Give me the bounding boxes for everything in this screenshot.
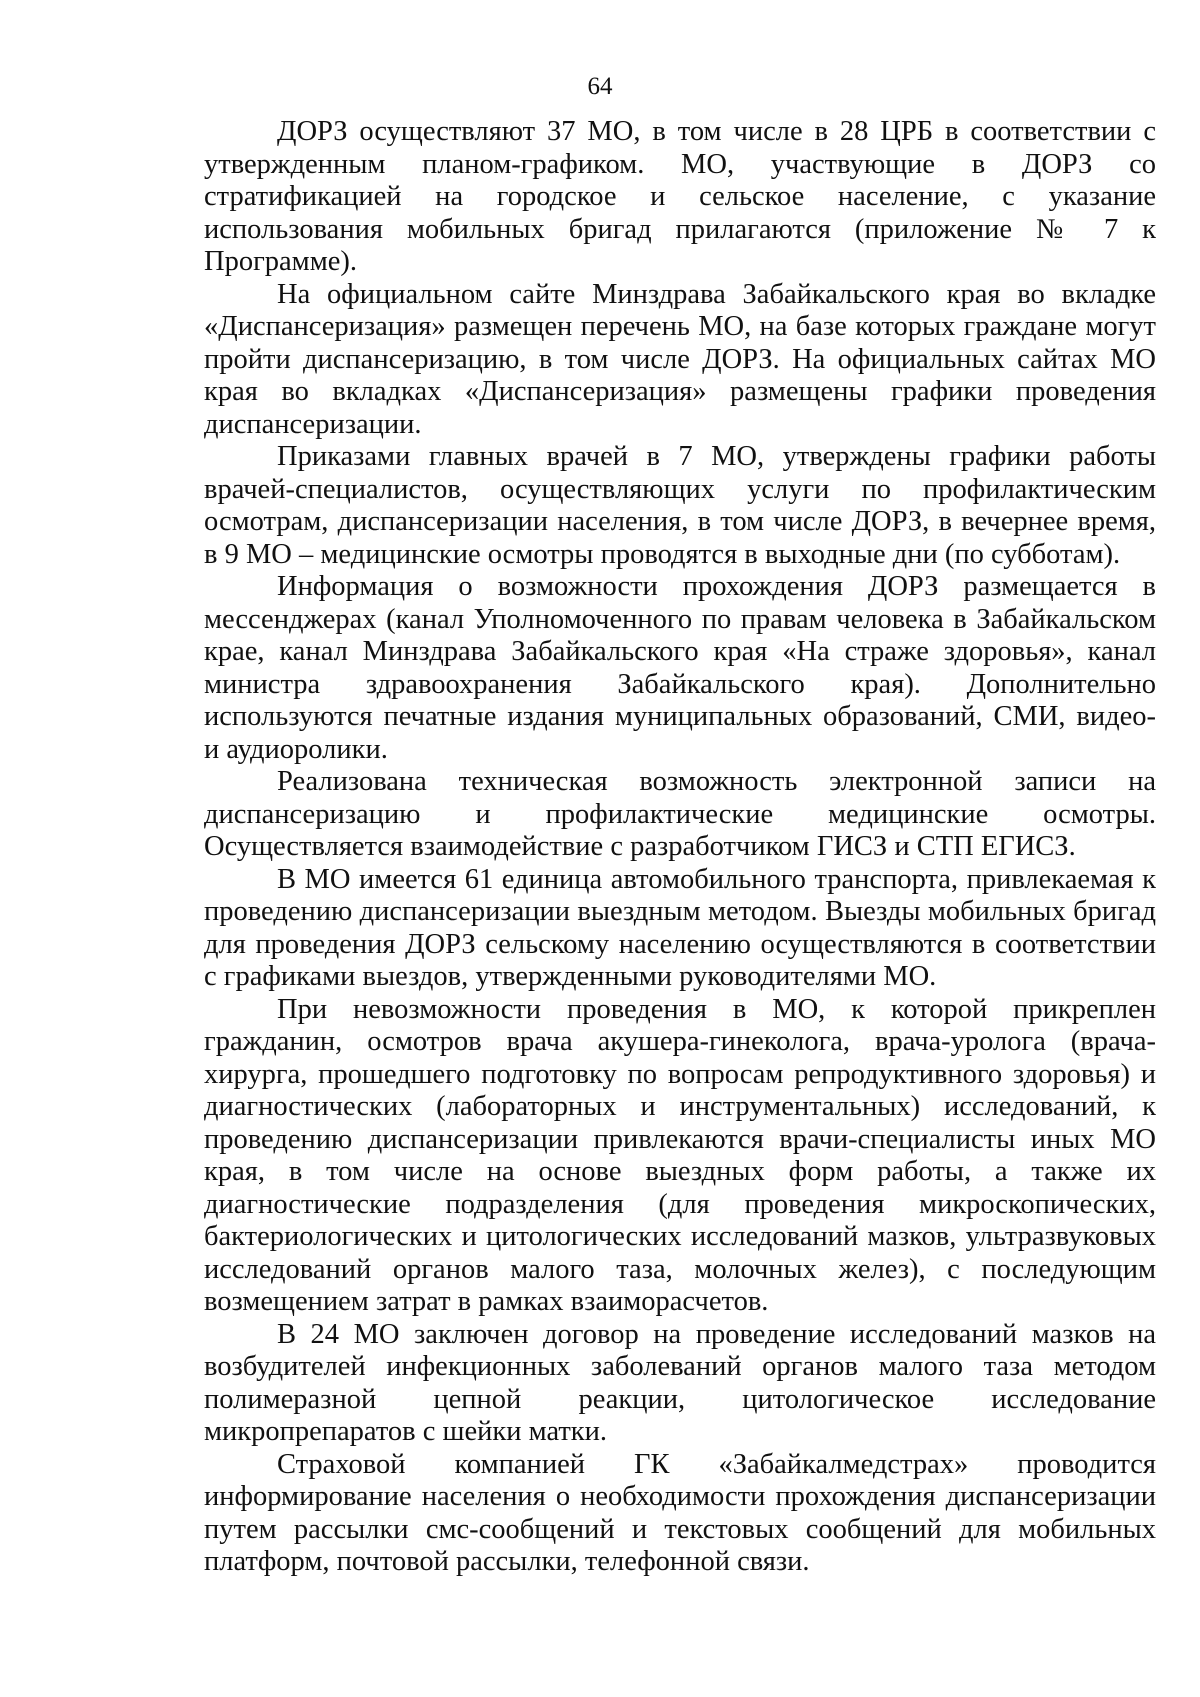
paragraph-specialists: При невозможности проведения в МО, к которой прикреплен гражданин, осмотров врача акушера-гинеколога, врача-уролога (врача-хирурга, прошедшего подготовку по вопросам репродуктивного здоровья) и диагностических (лабораторных и инструментальных) исследований, к проведению диспансеризации привлекаются врачи-специалисты иных МО края, в том числе на основе выездных форм работы, а также их диагностические подразделения (для проведения микроскопических, бактериологических и цитологических исследований мазков, ультразвуковых исследований органов малого таза, молочных желез), с последующим возмещением затрат в рамках взаиморасчетов. bbox=[204, 993, 1156, 1317]
paragraph-dorz-mo: ДОРЗ осуществляют 37 МО, в том числе в 28 ЦРБ в соответствии с утвержденным планом-графиком. МО, участвующие в ДОРЗ со стратификацией на городское и сельское население, с указание использования мобильных бригад прилагаются (приложение № 7 к Программе). bbox=[204, 116, 1156, 277]
paragraph-electronic-registration: Реализована техническая возможность электронной записи на диспансеризацию и профилактические медицинские осмотры. Осуществляется взаимодействие с разработчиком ГИСЗ и СТП ЕГИСЗ. bbox=[204, 766, 1156, 862]
paragraph-chief-physicians-orders: Приказами главных врачей в 7 МО, утверждены графики работы врачей-специалистов, осуществляющих услуги по профилактическим осмотрам, диспансеризации населения, в том числе ДОРЗ, в вечернее время, в 9 МО – медицинские осмотры проводятся в выходные дни (по субботам). bbox=[204, 441, 1156, 570]
paragraph-transport: В МО имеется 61 единица автомобильного транспорта, привлекаемая к проведению диспансеризации выездным методом. Выезды мобильных бригад для проведения ДОРЗ сельскому населению осуществляются в соответствии с графиками выездов, утвержденными руководителями МО. bbox=[204, 863, 1156, 992]
paragraph-official-site: На официальном сайте Минздрава Забайкальского края во вкладке «Диспансеризация» размещен перечень МО, на базе которых граждане могут пройти диспансеризацию, в том числе ДОРЗ. На официальных сайтах МО края во вкладках «Диспансеризация» размещены графики проведения диспансеризации. bbox=[204, 278, 1156, 440]
document-body bbox=[204, 116, 1156, 1579]
page-number: 64 bbox=[587, 73, 613, 100]
paragraph-insurance-informing: Страховой компанией ГК «Забайкалмедстрах» проводится информирование населения о необходимости прохождения диспансеризации путем рассылки смс-сообщений и текстовых сообщений для мобильных платформ, почтовой рассылки, телефонной связи. bbox=[204, 1448, 1156, 1577]
paragraph-messengers-info: Информация о возможности прохождения ДОРЗ размещается в мессенджерах (канал Уполномоченного по правам человека в Забайкальском крае, канал Минздрава Забайкальского края «На страже здоровья», канал министра здравоохранения Забайкальского края). Дополнительно используются печатные издания муниципальных образований, СМИ, видео- и аудиоролики. bbox=[204, 571, 1156, 765]
paragraph-smear-contracts: В 24 МО заключен договор на проведение исследований мазков на возбудителей инфекционных заболеваний органов малого таза методом полимеразной цепной реакции, цитологическое исследование микропрепаратов с шейки матки. bbox=[204, 1318, 1156, 1447]
